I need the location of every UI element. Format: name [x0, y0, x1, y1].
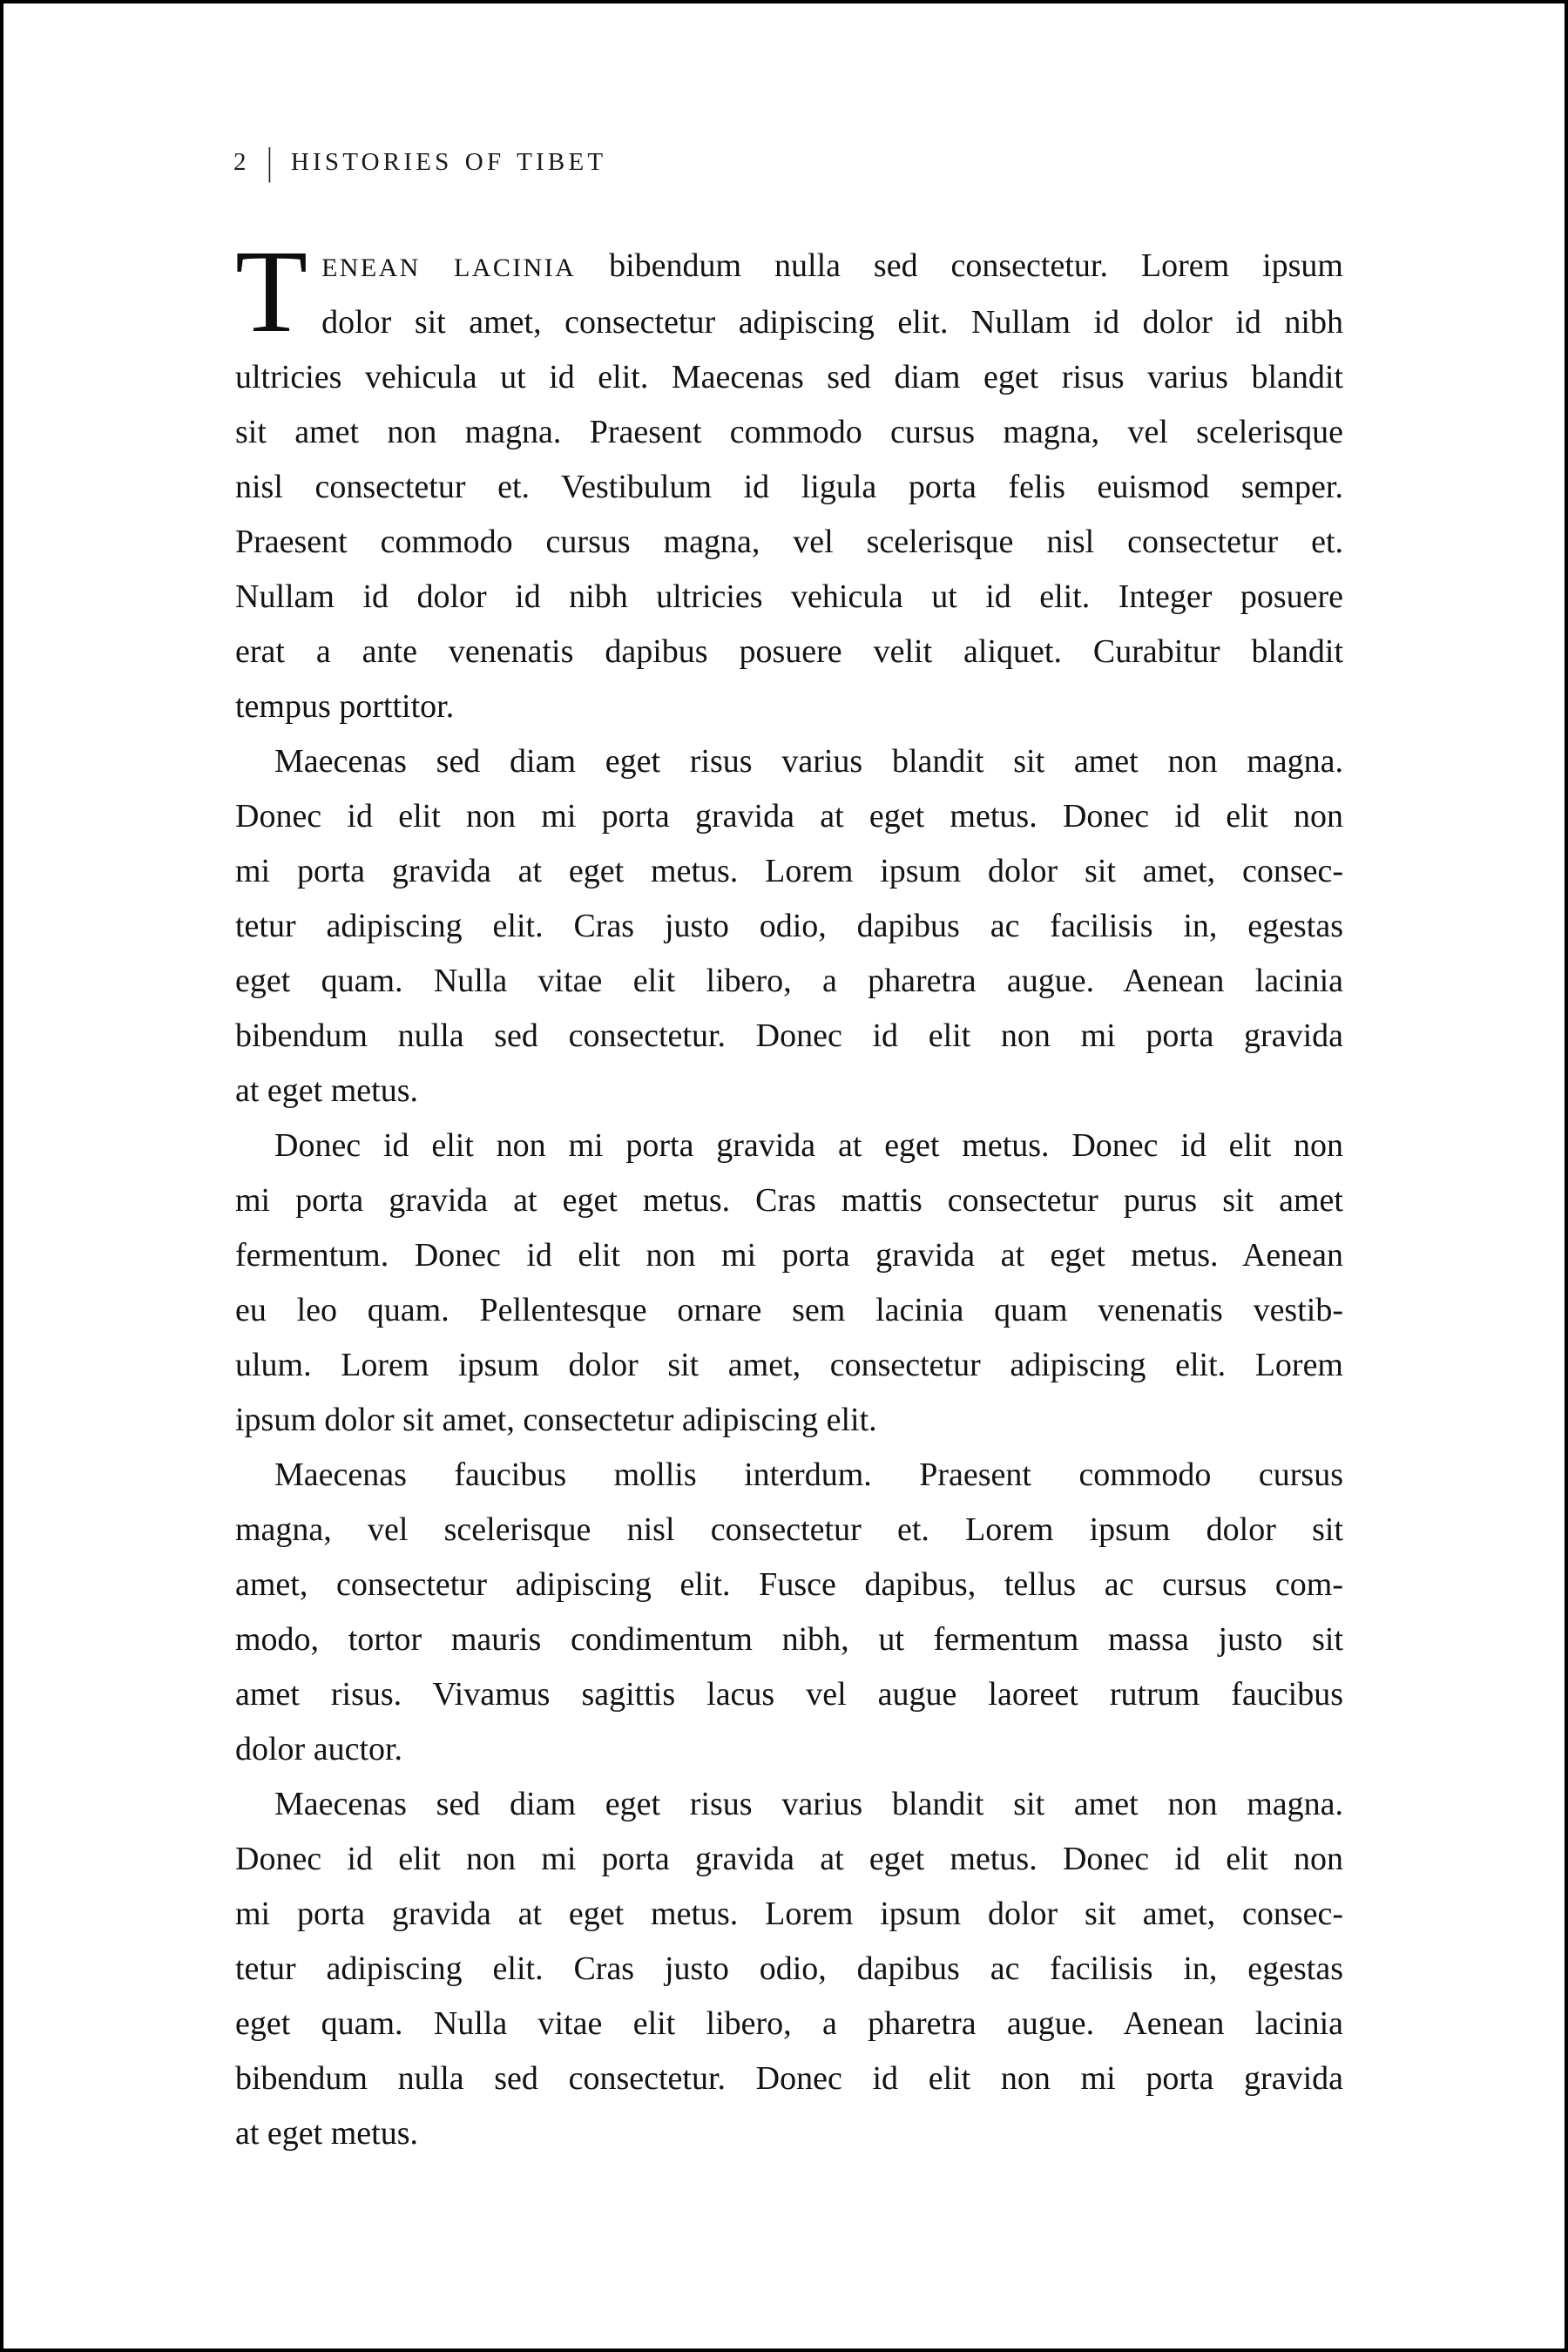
- text-line: ulum. Lorem ipsum dolor sit amet, consectetur adipiscing elit. Lorem: [235, 1347, 1343, 1383]
- text-line: at eget metus.: [235, 1072, 418, 1109]
- header-divider: |: [267, 140, 273, 183]
- small-caps-lead: ENEAN LACINIA: [321, 253, 577, 282]
- page-number: 2: [233, 147, 247, 176]
- paragraph-3: [235, 1119, 1343, 1448]
- text-line: bibendum nulla sed consectetur. Donec id elit non mi porta gravida: [235, 1017, 1343, 1054]
- text-line: erat a ante venenatis dapibus posuere velit aliquet. Curabitur blandit: [235, 633, 1343, 670]
- running-header-title: HISTORIES OF TIBET: [290, 147, 607, 176]
- text-line: [235, 239, 1343, 295]
- paragraph-1: [235, 226, 1343, 734]
- text-line: Nullam id dolor id nibh ultricies vehicula ut id elit. Integer posuere: [235, 578, 1343, 615]
- text-line: magna, vel scelerisque nisl consectetur et. Lorem ipsum dolor sit: [235, 1511, 1343, 1548]
- text-line: eget quam. Nulla vitae elit libero, a pharetra augue. Aenean lacinia: [235, 963, 1343, 999]
- text-line: nisl consectetur et. Vestibulum id ligula porta felis euismod semper.: [235, 469, 1343, 505]
- text-line: amet, consectetur adipiscing elit. Fusce dapibus, tellus ac cursus com-: [235, 1566, 1343, 1603]
- text-line: dolor auctor.: [235, 1731, 403, 1767]
- text-line: mi porta gravida at eget metus. Lorem ipsum dolor sit amet, consec-: [235, 853, 1343, 889]
- text-line: at eget metus.: [235, 2115, 418, 2152]
- running-header: [233, 140, 607, 183]
- text-line: modo, tortor mauris condimentum nibh, ut fermentum massa justo sit: [235, 1621, 1343, 1658]
- drop-cap: T: [235, 226, 308, 357]
- paragraph-5: [235, 1777, 1343, 2161]
- text-line: bibendum nulla sed consectetur. Donec id elit non mi porta gravida: [235, 2060, 1343, 2097]
- text-line: Maecenas sed diam eget risus varius blandit sit amet non magna.: [274, 1786, 1343, 1822]
- text-line: Donec id elit non mi porta gravida at eget metus. Donec id elit non: [235, 798, 1343, 835]
- text-line: eu leo quam. Pellentesque ornare sem lacinia quam venenatis vestib-: [235, 1292, 1343, 1328]
- text-line: ipsum dolor sit amet, consectetur adipiscing elit.: [235, 1402, 877, 1438]
- text-line: amet risus. Vivamus sagittis lacus vel augue laoreet rutrum faucibus: [235, 1676, 1343, 1713]
- paragraph-4: [235, 1448, 1343, 1777]
- text-line: tetur adipiscing elit. Cras justo odio, dapibus ac facilisis in, egestas: [235, 908, 1343, 944]
- text-line: eget quam. Nulla vitae elit libero, a pharetra augue. Aenean lacinia: [235, 2005, 1343, 2042]
- paragraph-2: [235, 734, 1343, 1119]
- text-line-rest: bibendum nulla sed consectetur. Lorem ipsum: [576, 247, 1343, 284]
- text-line: ultricies vehicula ut id elit. Maecenas sed diam eget risus varius blandit: [235, 359, 1343, 395]
- text-line: Praesent commodo cursus magna, vel scelerisque nisl consectetur et.: [235, 524, 1343, 560]
- text-line: dolor sit amet, consectetur adipiscing elit. Nullam id dolor id nibh: [321, 304, 1343, 341]
- text-line: Donec id elit non mi porta gravida at eget metus. Donec id elit non: [274, 1127, 1343, 1164]
- text-line: Donec id elit non mi porta gravida at eget metus. Donec id elit non: [235, 1841, 1343, 1877]
- text-block: [235, 226, 1343, 2161]
- text-line: fermentum. Donec id elit non mi porta gravida at eget metus. Aenean: [235, 1237, 1343, 1274]
- text-line: tetur adipiscing elit. Cras justo odio, dapibus ac facilisis in, egestas: [235, 1950, 1343, 1987]
- text-line: mi porta gravida at eget metus. Lorem ipsum dolor sit amet, consec-: [235, 1896, 1343, 1932]
- text-line: tempus porttitor.: [235, 688, 455, 725]
- text-line: sit amet non magna. Praesent commodo cursus magna, vel scelerisque: [235, 414, 1343, 450]
- text-line: Maecenas faucibus mollis interdum. Praesent commodo cursus: [274, 1456, 1343, 1493]
- text-line: Maecenas sed diam eget risus varius blandit sit amet non magna.: [274, 743, 1343, 780]
- text-line: mi porta gravida at eget metus. Cras mattis consectetur purus sit amet: [235, 1182, 1343, 1219]
